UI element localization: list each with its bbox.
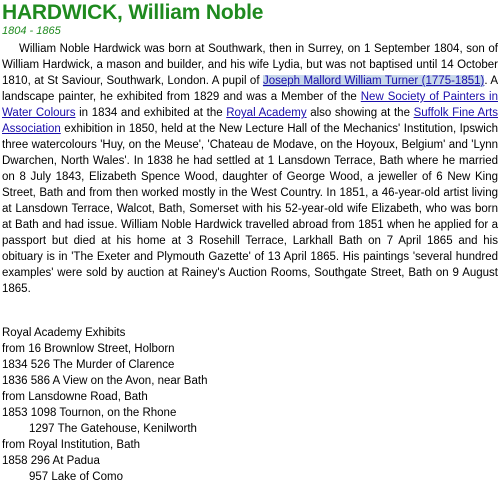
exhibits-list bbox=[2, 325, 207, 485]
exhibit-line: 1297 The Gatehouse, Kenilworth bbox=[29, 423, 197, 435]
bio-text-5: exhibition in 1850, held at the New Lecture Hall of the Mechanics' Institution, Ipswich three watercolours 'Huy, on the Meuse', 'Chateau de Modave, on the Hoyoux, Belgium' and 'Lynn Dwarchen, North Wales'. In 1838 he had settled at 1 Lansdown Terrace, Bath where he married on 8 July 1843, Elizabeth Spence Wood, daughter of George Wood, a jeweller of 6 New King Street, Bath and from then worked mostly in the West Country. In 1851, a 46-year-old artist living at Lansdown Terrace, Walcot, Bath, Somerset with his 52-year-old wife Elizabeth, who was born at Bath and had issue. William Noble Hardwick travelled abroad from 1851 when he applied for a passport but died at his home at 3 Rosehill Terrace, Larkhall Bath on 7 April 1865 and his obituary is in 'The Exeter and Plymouth Gazette' of 13 April 1865. His paintings 'several hundred examples' were sold by auction at Rainey's Auction Rooms, Southgate Street, Bath on 9 August 1865. bbox=[2, 123, 498, 295]
bio-text-1: William Noble Hardwick was born at Southwark, then in Surrey, on 1 September 1804, son of William Hardwick, a mason and builder, and his wife Lydia, but was not baptised until 14 October 1810, at St Saviour, Southwark, London. A pupil of bbox=[2, 43, 498, 87]
link-suffolk[interactable]: Suffolk Fine Arts Association bbox=[2, 107, 498, 135]
exhibit-line: 1834 526 The Murder of Clarence bbox=[2, 359, 175, 371]
link-royal-academy[interactable]: Royal Academy bbox=[226, 107, 307, 119]
bio-text-3: in 1834 and exhibited at the bbox=[75, 107, 227, 119]
exhibit-line: 1853 1098 Tournon, on the Rhone bbox=[2, 407, 177, 419]
biography-paragraph bbox=[2, 41, 498, 297]
exhibit-line: 1836 586 A View on the Avon, near Bath bbox=[2, 375, 208, 387]
link-new-society[interactable]: New Society of Painters in Water Colours bbox=[2, 91, 498, 119]
bio-text-4: also showing at the bbox=[306, 107, 414, 119]
exhibit-line: from Royal Institution, Bath bbox=[2, 439, 141, 451]
link-turner[interactable]: Joseph Mallord William Turner (1775-1851) bbox=[262, 75, 485, 87]
exhibits-heading: Royal Academy Exhibits bbox=[2, 327, 126, 339]
exhibit-line: 1858 296 At Padua bbox=[2, 455, 100, 467]
exhibit-line: 957 Lake of Como bbox=[29, 471, 123, 483]
bio-text-2: . A landscape painter, he exhibited from 1829 and was a Member of the bbox=[2, 75, 498, 103]
life-dates: 1804 - 1865 bbox=[2, 25, 61, 37]
exhibit-line: from Lansdowne Road, Bath bbox=[2, 391, 148, 403]
exhibit-line: from 16 Brownlow Street, Holborn bbox=[2, 343, 175, 355]
page-title: HARDWICK, William Noble bbox=[2, 1, 264, 24]
